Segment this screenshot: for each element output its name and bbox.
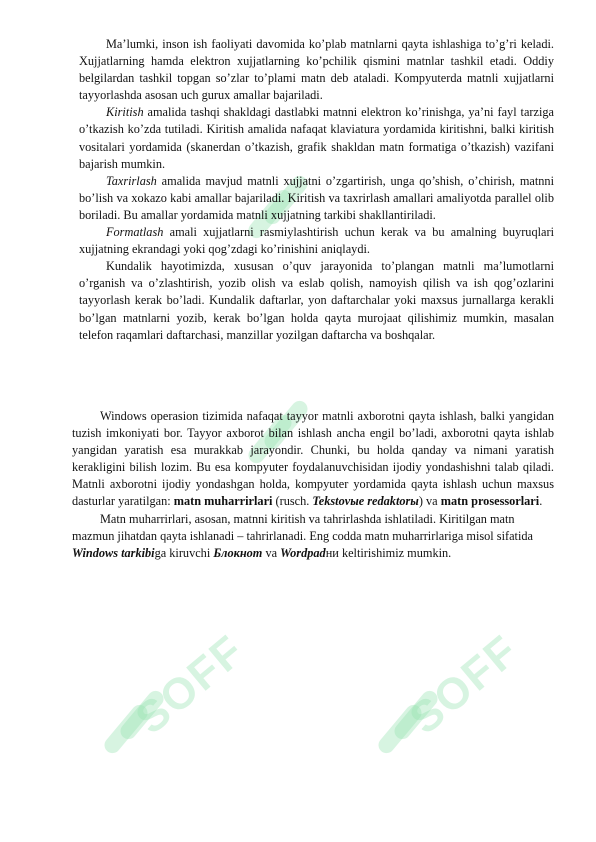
paragraph-taxrirlash: Taxrirlash amalida mavjud matnli xujjatni o’zgartirish, unga qo’shish, o’chirish, matnni bo’lish va xokazo kabi amallar bajariladi. Kiritish va taxrirlash amallari amaliyotda parallel olib boriladi. Bu amallar yordamida matnli xujjatning tarkibi shakllantiriladi.: [79, 173, 554, 222]
term-wordpad: Wordpad: [280, 545, 326, 560]
document-body-bottom: [72, 408, 554, 562]
term-windows-tarkibi: Windows tarkibi: [72, 545, 155, 560]
term-formatlash: Formatlash: [106, 225, 164, 240]
term-matn-prosessorlari: matn prosessorlari: [440, 494, 540, 509]
term-bloknot: Блокнот: [213, 545, 263, 560]
document-body-top: [79, 36, 554, 344]
paragraph-kiritish: Kiritish amalida tashqi shakldagi dastlabki matnni elektron ko’rinishga, ya’ni fayl tarziga o’tkazish ko’zda tutiladi. Kiritish amalida nafaqat klaviatura yordamida kiritishni, balki kiritish vositalari yordamida (skanerdan o’tkazish, grafik shakldan matn formatiga o’tkazish) vazifani bajarish mumkin.: [79, 105, 554, 171]
watermark-left: SOFF: [126, 625, 255, 744]
paragraph-windows: Windows operasion tizimida nafaqat tayyor matnli axborotni qayta ishlash, balki yangidan tuzish imkoniyati bor. Tayyor axborot bilan ishlash ancha engil bo’ladi, axborotni qayta ishlab yangidan yaratish esa murakkab jarayondir. Chunki, bu holda qanday va nimani yaratish kerakligini bilish lozim. Bu esa kompyuter foydalanuvchisidan ijodiy yondashishni talab qiladi. Matnli axborotni ijodiy yondashgan holda, kompyuter yordamida qayta ishlash uchun maxsus dasturlar yaratilgan: matn muharrirlari (rusch. Tekstovыe redaktorы) va matn prosessorlari.: [72, 409, 554, 509]
watermark-right: SOFF: [400, 625, 529, 744]
term-kiritish: Kiritish: [106, 105, 144, 120]
term-matn-muharrirlari: matn muharrirlari: [173, 494, 273, 509]
paragraph-intro: Ma’lumki, inson ish faoliyati davomida ko’plab matnlarni qayta ishlashiga to’g’ri keladi. Xujjatlarning hamda elektron xujjatlarning ko’pchilik qismini matnlar tashkil etadi. Oddiy belgilardan tashkil topgan so’zlar to’plami matn deb ataladi. Kompyuterda matnli xujjatlarni tayyorlashda asosan uch gurux amallar bajariladi.: [79, 37, 554, 103]
term-taxrirlash: Taxrirlash: [106, 173, 157, 188]
paragraph-matn-muharrirlari: Matn muharrirlari, asosan, matnni kiritish va tahrirlashda ishlatiladi. Kiritilgan matn mazmun jihatdan qayta ishlanadi – tahrirlanadi. Eng codda matn muharrirlariga misol sifatida Windows tarkibiga kiruvchi Блокнот va Wordpadни keltirishimiz mumkin.: [72, 511, 533, 560]
term-tekstovye-redaktory: Tekstovыe redaktorы: [312, 494, 419, 509]
paragraph-kundalik: Kundalik hayotimizda, xususan o’quv jarayonida to’plangan matnli ma’lumotlarni o’rganish va o’zlashtirish, yozib olish va eslab qolish, namoyish qilish va ish qog’ozlarini tayyorlash kerak bo’ladi. Kundalik daftarlar, yon daftarchalar yoki maxsus jurnallarga kerakli bo’lgan matnlarni yozib, kerak bo’lgan holda qayta murojaat qilishimiz mumkin, masalan telefon raqamlari daftarchasi, manzillar yozilgan daftarcha va boshqalar.: [79, 259, 554, 342]
paragraph-formatlash: Formatlash amali xujjatlarni rasmiylashtirish uchun kerak va bu amalning buyruqlari xujjatning ekrandagi yoki qog’zdagi ko’rinishini aniqlaydi.: [79, 225, 554, 257]
